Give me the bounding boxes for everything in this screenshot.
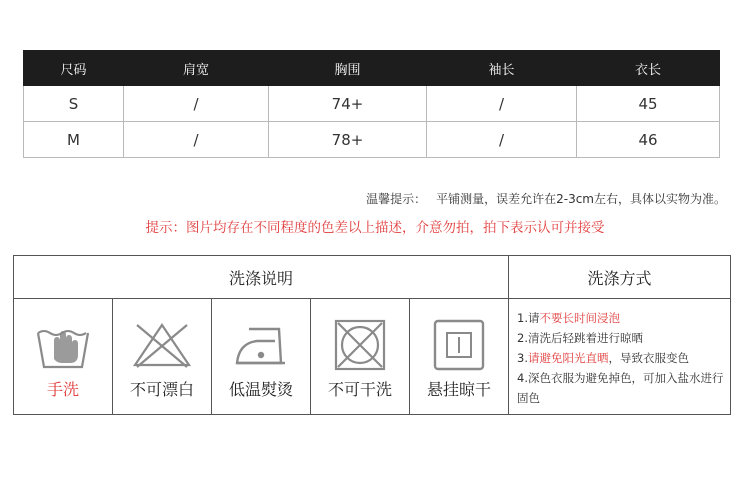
table-cell: S (24, 86, 124, 122)
table-cell: 78+ (269, 122, 427, 158)
color-difference-warning: 提示：图片均存在不同程度的色差以上描述，介意勿拍，拍下表示认可并接受 (145, 220, 605, 236)
header-size: 尺码 (24, 51, 124, 86)
care-item-no-dry-clean (311, 299, 410, 414)
care-methods-title: 洗涤方式 (509, 256, 730, 299)
table-cell: 74+ (269, 86, 427, 122)
care-panel (13, 255, 731, 415)
no-bleach-icon (129, 319, 195, 371)
method-item: 4.深色衣服为避免掉色，可加入盐水进行固色 (517, 371, 724, 405)
care-item-hang-dry (410, 299, 509, 414)
note-text: 平铺测量，误差允许在2-3cm左右，具体以实物为准。 (436, 192, 726, 206)
care-methods-list (517, 308, 725, 408)
method-item: 3.请避免阳光直晒，导致衣服变色 (517, 351, 689, 365)
header-shoulder: 肩宽 (124, 51, 269, 86)
care-label: 悬挂晾干 (426, 380, 491, 399)
no-dry-clean-icon (332, 319, 388, 371)
care-label: 手洗 (46, 380, 79, 399)
note-label: 温馨提示： (366, 192, 427, 206)
header-sleeve: 袖长 (427, 51, 577, 86)
care-instructions-title: 洗涤说明 (14, 256, 509, 299)
hang-dry-icon (431, 319, 487, 371)
table-cell: M (24, 122, 124, 158)
header-length: 衣长 (577, 51, 720, 86)
table-cell: / (124, 86, 269, 122)
care-label: 低温熨烫 (228, 380, 293, 399)
table-cell: 45 (577, 86, 720, 122)
care-label: 不可漂白 (129, 380, 194, 399)
hand-wash-icon (34, 319, 92, 371)
low-iron-icon (229, 319, 293, 371)
size-table-header-row (24, 51, 720, 86)
method-item: 2.清洗后轻跳着进行晾晒 (517, 331, 643, 345)
table-cell: / (427, 122, 577, 158)
table-cell: 46 (577, 122, 720, 158)
table-cell: / (427, 86, 577, 122)
header-chest: 胸围 (269, 51, 427, 86)
size-table (23, 50, 720, 158)
method-item: 1.请不要长时间浸泡 (517, 311, 620, 325)
measurement-note (366, 190, 726, 207)
care-item-hand-wash (14, 299, 113, 414)
table-cell: / (124, 122, 269, 158)
care-item-low-iron (212, 299, 311, 414)
table-row (24, 122, 720, 158)
table-row (24, 86, 720, 122)
care-icons-row (14, 299, 509, 414)
care-item-no-bleach (113, 299, 212, 414)
care-label: 不可干洗 (327, 380, 392, 399)
